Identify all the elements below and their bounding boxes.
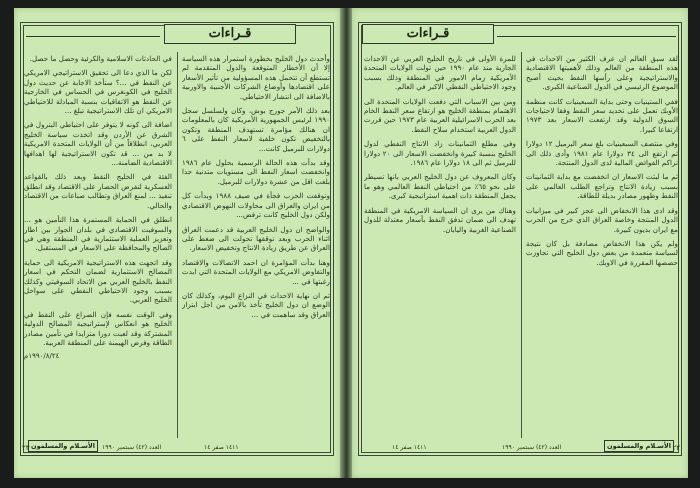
paragraph: وقد بدأت هذه الحالة الرسمية بحلول عام ١٩٨٦ وانخفضت اسعار النفط الى مستويات متدنية جدا بلغت اقل من عشرة دولارات للبرميل. xyxy=(182,158,330,186)
right-page xyxy=(352,8,688,478)
header-rule xyxy=(497,36,676,37)
section-title: قـراءات xyxy=(362,24,494,44)
paragraph: اضافة الى كونه لا يتوفر على احتياطي البترول في الشرق عن الأردن وقد اتخذت سياسة الخليج العربي، انطلاقاً من أن الولايات المتحدة الامريكية لا بد من ... قد تكون الاستراتيجية لها اهدافها الاقتصادية الضامنة... xyxy=(24,120,172,168)
paragraph: ولم يكن هذا الانخفاض مصادفة بل كان نتيجة لسياسة متعمدة من بعض دول الخليج التي تجاوزت حصصها المقررة في الاوبك. xyxy=(526,238,678,267)
paragraph: وفي مطلع الثمانينات زاد الانتاج النفطي لدول الخليج بنسبة كبيرة وانخفضت الاسعار الى ٢٠ دولارا للبرميل ثم الى ١٨ دولارا عام ١٩٨٦. xyxy=(364,139,516,168)
paragraph: وقد ادى هذا الانخفاض الى عجز كبير في ميزانيات الدول المنتجة وخاصة العراق الذي خرج من الحرب مع ايران بديون كبيرة. xyxy=(526,205,678,234)
left-page xyxy=(14,8,340,478)
header-rule xyxy=(26,36,160,37)
article-date: ١٩٩٠/٨/٢٤م xyxy=(24,352,60,361)
column-divider xyxy=(177,52,178,438)
text-column-left xyxy=(364,54,516,438)
paragraph: في الحادثات الاسلامية والكرئية وحصل ما حصل. xyxy=(29,54,172,63)
text-column-right xyxy=(182,54,330,438)
paragraph: ثم ما لبثت الاسعار ان انخفضت مع بداية الثمانينات بسبب زيادة الانتاج وتراجع الطلب العالمي على النفط وظهور مصادر بديلة للطاقة. xyxy=(526,172,678,201)
paragraph: للمرة الأولى في تاريخ الخليج العربي عن الاحداث الجارية منذ عام ١٩٩٠ حين تولت الولايات المتحدة الأمريكية زمام الامور في المنطقة وذلك بسبب وجود الاحتياطي النفطي الاكبر في العالم. xyxy=(364,54,516,92)
section-title: قـراءات xyxy=(164,24,296,44)
paragraph: لكن ما الذي دعا الى تحقيق الاستراتيجي الامريكي عن النفط في ...؟ ستأخذ الاجابة عن حديث دول الخليج في الكونغرس في الحساس في الخارجية عن النفط هو الاتفاقيات بنسبة المبادلة للاحتياطي الامريكي ان تلك الاستراتيجية تبلغ ... xyxy=(24,68,172,116)
paragraph: وهناك من يرى ان السياسة الامريكية في المنطقة تهدف الى ضمان تدفق النفط بأسعار معتدلة للدول الصناعية الغربية واليابان. xyxy=(364,205,516,234)
paragraph: وتوقفت الحرب فجأة في صيف ١٩٨٨ وبدأت كل من ايران والعراق الى محاولات النهوض الاقتصادي ولكن دول الخليج كانت ترفض... xyxy=(182,191,330,220)
paragraph: لقد سبق العالم ان عرف الكثير من الاحداث في هذه المنطقة من العالم وذلك لأهميتها الاقتصادية والاستراتيجية وعلى رأسها النفط بحيث أصبح الموضوع الرئيسي في الدول الصناعية الكبرى. xyxy=(526,54,678,92)
paragraph: وهنا بدأت المؤامرة ان احمد الاتصالات والاقتصاد والتفاوض الامريكي مع الولايات المتحدة التي ابدت رغبتها في ... xyxy=(182,257,330,286)
paragraph: ففي الستينيات وحتى بداية السبعينيات كانت منظمة الأوبك تعمل على تحديد سعر النفط وفقا لاحتياجات السوق الدولية وقد ارتفعت الاسعار بعد ١٩٧٣ ارتفاعا كبيرا. xyxy=(526,96,678,134)
magazine-name: الأسـلام والمسلمون xyxy=(604,440,674,452)
paragraph: وكان المعروف عن دول الخليج العربي بانها تسيطر على نحو ٦٥٪ من احتياطي النفط العالمي وهو ما يجعل المنطقة ذات اهمية استراتيجية كبرى. xyxy=(364,172,516,201)
hijri-date: ١٤١١ صفر ١٤ xyxy=(204,444,239,451)
issue-info: العدد (٤٢) سبتمبر ١٩٩٠ xyxy=(502,444,562,451)
paragraph: والواضح ان دول الخليج العربية قد دعمت العراق اثناء الحرب وبعد توقفها تحولت الى ضغط على العراق عن طريق زيادة الانتاج وتخفيض الاسعار. xyxy=(182,224,330,253)
paragraph: وقد اتجهت هذه الاستراتيجية الامريكية الى حماية المصالح الاستثمارية لضمان التحكم في اسعار النفط بالخليج العربي من الاتحاد السوفيتي وكذلك بسبب وجود الاحتياطي النفطي على سواحل الخليج العربي. xyxy=(24,257,172,305)
page-number: ٢٢ xyxy=(672,444,680,452)
column-divider xyxy=(521,52,522,438)
page-number: ٢٣ xyxy=(22,444,30,452)
issue-info: العدد (٤٢) سبتمبر ١٩٩٠ xyxy=(102,444,162,451)
paragraph: وأحدث دول الخليج بخطورة استمرار هذه السياسة إلا أن الأخطار المتوقعة والدول المتقدمة لم تستطع أن تتحمل هذه المسؤولية من تأثير الأسعار على اقتصادها وأوضاع الشركات الأجنبية والاوربية بالاضافة الى انتشار الاحتياطي. xyxy=(182,54,330,101)
paragraph: ثم ان نهاية الاحداث في النزاع اليوم، وكذلك كان الوضع ان دول الخليج تأخذ بالامن من اجل ابتزاز العراق وقد ساهمت في ... xyxy=(182,290,330,319)
paragraph: ومن بين الاسباب التي دفعت الولايات المتحدة الى الاهتمام بمنطقة الخليج هو ارتفاع سعر النفط الخام بعد الحرب الاسرائيلية العربية عام ١٩٧٣ حين قررت الدول العربية استخدام سلاح النفط. xyxy=(364,96,516,134)
paragraph: وفي الوقت نفسه فإن الصراع على النفط في الخليج هو انعكاس لإستراتيجية المصالح الدولية المشتركة وقد لعبت دورا متزايدا في تأمين مصادر الطاقة وفرض الهيمنة على المنطقة العربية. xyxy=(24,309,172,347)
paragraph: وفي منتصف السبعينيات بلغ سعر البرميل ١٢ دولارا ثم ارتفع الى ٣٤ دولارا عام ١٩٨١ وأدى ذلك الى تراكم الفوائض المالية لدى الدول المنتجة. xyxy=(526,139,678,168)
paragraph: انطلق في الحماية المستمرة هذا التأمين هو ... والسوفيت الاقتصادي في بلدان الجوار بين اطار وتعزيز العملية الاستثمارية في المنطقة وهي في الصالح والمحافظة على الاسعار في المستقبل. xyxy=(24,215,172,253)
paragraph: بعد ذلك الأمر جورج بوش، وكان ولسلسل سجل ١٩٩٠ لرئيس الجمهورية الأمريكية كان بالمعلومات ان هنالك مؤامرة تستهدف المنطقة وتكون بالتخفيض تكون خلفية لاسعار النفط على ٦ دولارات للبرميل كانت... xyxy=(182,106,330,153)
paragraph: الفئة في الخليج النفط وبعد ذلك بالقواعد العسكرية لتفرض الحصار على الاقتصاد وقد انطلق تنفيذ ... لمنع العراق وتطالب صناعات من الاقتصاد والحالي. xyxy=(24,172,172,210)
magazine-name: الأسـلام والمسلمون xyxy=(28,440,98,452)
hijri-date: ١٤١١ صفر ١٤ xyxy=(392,444,427,451)
text-column-left xyxy=(24,54,172,438)
text-column-right xyxy=(526,54,678,438)
book-gutter xyxy=(340,8,352,478)
